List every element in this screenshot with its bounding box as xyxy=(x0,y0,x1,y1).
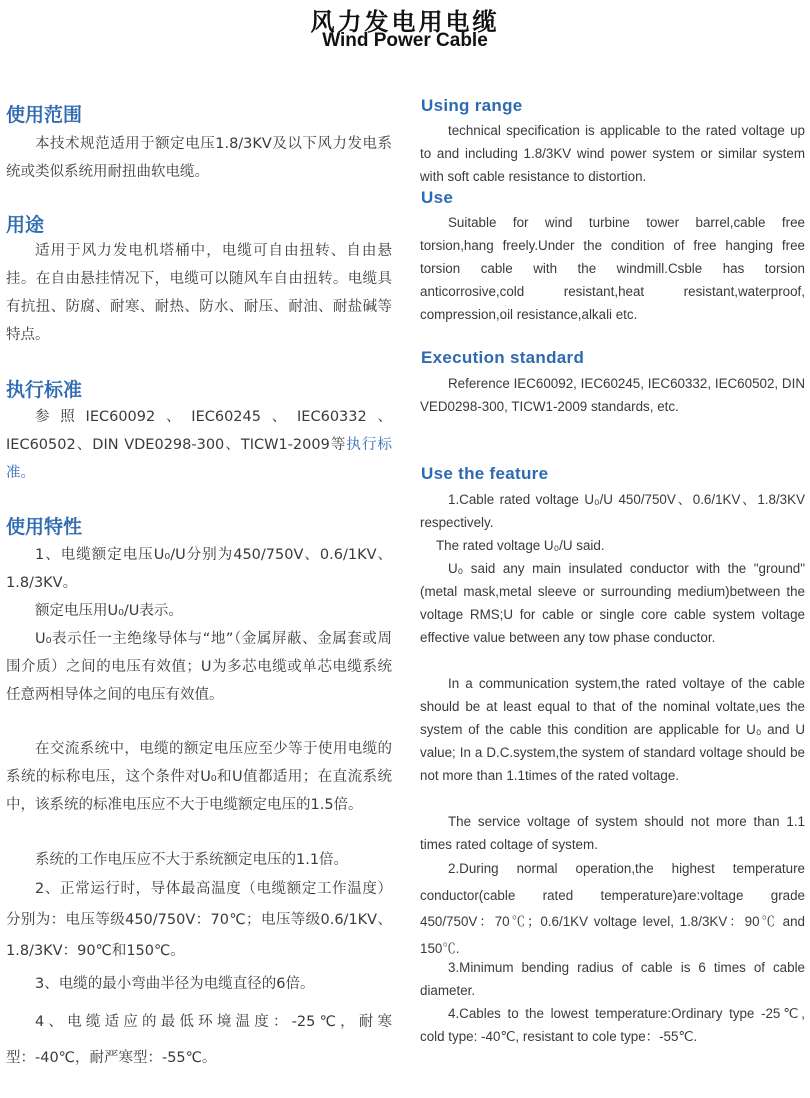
feature-item-7-cn: 3、电缆的最小弯曲半径为电缆直径的6倍。 xyxy=(35,976,315,992)
heading-use-en: Use xyxy=(421,188,454,207)
paragraph-standard-cn xyxy=(6,403,392,487)
paragraph-using-range-en: technical specification is applicable to the rated voltage up to and including 1.8/3KV wind power system or similar system with soft cable resistance to distortion. xyxy=(420,123,805,184)
feature-item-8-en: 4.Cables to the lowest temperature:Ordinary type -25℃, cold type: -40℃, resistant to cole type：-55℃. xyxy=(420,1006,805,1044)
feature-item-4-en: In a communication system,the rated voltaye of the cable should be at least equal to that of the nominal voltate,ues the system of the cable this condition are applicable for U₀ and U value; In a D.C.system,the system of standard voltage should be not more than 1.1times of the rated voltage. xyxy=(420,676,805,783)
feature-item-3-cn: U₀表示任一主绝缘导体与“地”（金属屏蔽、金属套或周围介质）之间的电压有效值；U为多芯电缆或单芯电缆系统任意两相导体之间的电压有效值。 xyxy=(6,631,392,703)
feature-item-1-en: 1.Cable rated voltage U₀/U 450/750V、0.6/1KV、1.8/3KV respectively. xyxy=(420,492,805,530)
heading-use-cn: 用途 xyxy=(6,214,45,236)
standard-text-cn: 参照IEC60092、IEC60245、IEC60332、IEC60502、DIN VDE0298-300、TICW1-2009等 xyxy=(6,409,392,453)
feature-item-7-en: 3.Minimum bending radius of cable is 6 times of cable diameter. xyxy=(420,960,805,998)
paragraph-use-en: Suitable for wind turbine tower barrel,cable free torsion,hang freely.Under the condition of free hanging free torsion cable with the windmill.Csble has torsion anticorrosive,cold resistant,heat resistant,waterproof, compression,oil resistance,alkali etc. xyxy=(420,215,805,322)
standard-text-tail-cn: 执行标准。 xyxy=(6,437,392,481)
heading-feature-cn: 使用特性 xyxy=(6,516,83,538)
feature-item-5-en: The service voltage of system should not more than 1.1 times rated coltage of system. xyxy=(420,814,805,852)
feature-item-2-cn: 额定电压用U₀/U表示。 xyxy=(35,603,183,619)
feature-item-8-cn: 4、电缆适应的最低环境温度：-25℃，耐寒型：-40℃，耐严寒型：-55℃。 xyxy=(6,1014,392,1066)
paragraph-using-range-cn: 本技术规范适用于额定电压1.8/3KV及以下风力发电系统或类似系统用耐扭曲软电缆。 xyxy=(6,136,392,180)
heading-using-range-en: Using range xyxy=(421,96,523,115)
feature-item-5-cn: 系统的工作电压应不大于系统额定电压的1.1倍。 xyxy=(35,852,349,868)
feature-item-4-cn: 在交流系统中，电缆的额定电压应至少等于使用电缆的系统的标称电压，这个条件对U₀和U值都适用；在直流系统中，该系统的标准电压应不大于电缆额定电压的1.5倍。 xyxy=(6,741,392,813)
heading-standard-en: Execution standard xyxy=(421,348,585,367)
heading-standard-cn: 执行标准 xyxy=(6,379,83,401)
paragraph-standard-en: Reference IEC60092, IEC60245, IEC60332, IEC60502, DIN VED0298-300, TICW1-2009 standards, etc. xyxy=(420,376,805,414)
feature-item-1-cn: 1、电缆额定电压U₀/U分别为450/750V、0.6/1KV、1.8/3KV。 xyxy=(6,547,392,591)
heading-using-range-cn: 使用范围 xyxy=(6,104,83,126)
feature-item-2-en: The rated voltage U₀/U said. xyxy=(436,538,605,553)
page-title-english: Wind Power Cable xyxy=(322,30,488,51)
feature-item-6-en: 2.During normal operation,the highest temperature conductor(cable rated temperature)are:voltage grade 450/750V：70℃；0.6/1KV voltage level, 1.8/3KV：90℃ and 150℃. xyxy=(420,861,805,956)
feature-item-6-cn: 2、正常运行时，导体最高温度（电缆额定工作温度）分别为：电压等级450/750V：70℃；电压等级0.6/1KV、1.8/3KV：90℃和150℃。 xyxy=(6,881,392,959)
paragraph-use-cn: 适用于风力发电机塔桶中，电缆可自由扭转、自由悬挂。在自由悬挂情况下，电缆可以随风车自由扭转。电缆具有抗扭、防腐、耐寒、耐热、防水、耐压、耐油、耐盐碱等特点。 xyxy=(6,243,392,343)
feature-item-3-en: U₀ said any main insulated conductor with the "ground"(metal mask,metal sleeve or surrounding medium)between the voltage RMS;U for cable or single core cable system voltage effective value between any tow phase conductor. xyxy=(420,561,805,645)
page-title-chinese: 风力发电用电缆 xyxy=(310,8,500,36)
heading-feature-en: Use the feature xyxy=(421,464,549,483)
